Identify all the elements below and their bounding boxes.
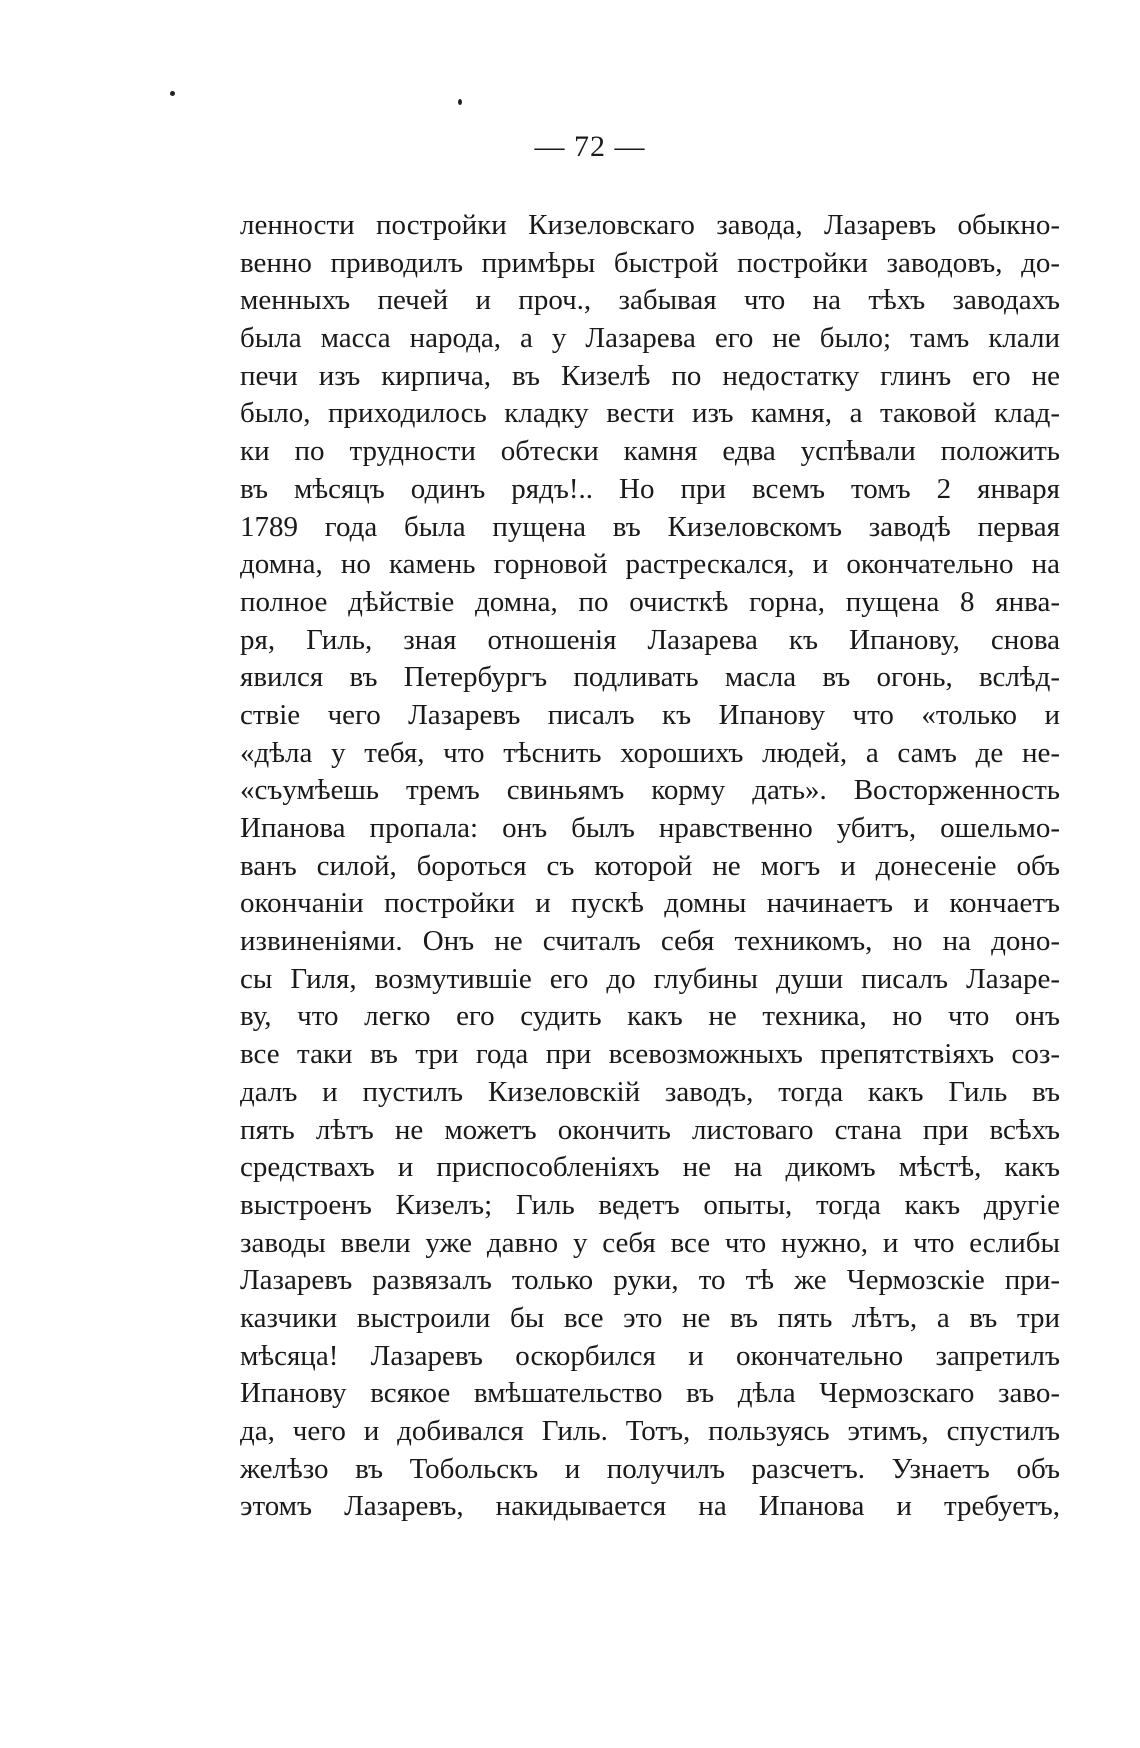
text-line: средствахъ и приспособленіяхъ не на дикомъ мѣстѣ, какъ (240, 1151, 1060, 1184)
text-line: да, чего и добивался Гиль. Тотъ, пользуясь этимъ, спустилъ (240, 1415, 1060, 1447)
text-line: венно приводилъ примѣры быстрой постройки заводовъ, до- (240, 246, 1060, 279)
body-text (240, 207, 1060, 1526)
text-line: явился въ Петербургъ подливать масла въ огонь, вслѣд- (240, 661, 1060, 694)
text-line: ву, что легко его судить какъ не техника, но что онъ (240, 1000, 1060, 1033)
text-line: извиненіями. Онъ не считалъ себя техникомъ, но на доно- (240, 925, 1060, 958)
text-line: этомъ Лазаревъ, накидывается на Ипанова и требуетъ, (240, 1490, 1060, 1523)
text-line: далъ и пустилъ Кизеловскій заводъ, тогда какъ Гиль въ (240, 1075, 1060, 1108)
text-line: ствіе чего Лазаревъ писалъ къ Ипанову что «только и (240, 698, 1060, 731)
print-speck (458, 99, 462, 105)
page-number: — 72 — (534, 130, 646, 163)
text-line: выстроенъ Кизелъ; Гиль ведетъ опыты, тогда какъ другіе (240, 1188, 1060, 1221)
text-line: менныхъ печей и проч., забывая что на тѣхъ заводахъ (240, 284, 1060, 317)
text-line: ванъ силой, бороться съ которой не могъ и донесеніе объ (240, 849, 1060, 882)
text-line: ки по трудности обтески камня едва успѣвали положить (240, 435, 1060, 468)
text-line: полное дѣйствіе домна, по очисткѣ горна, пущена 8 янва- (240, 585, 1060, 618)
text-line: сы Гиля, возмутившіе его до глубины души писалъ Лазаре- (240, 962, 1060, 995)
text-line: 1789 года была пущена въ Кизеловскомъ заводѣ первая (240, 510, 1060, 543)
text-line: «дѣла у тебя, что тѣснить хорошихъ людей, а самъ де не- (240, 736, 1060, 769)
text-line: Ипанову всякое вмѣшательство въ дѣла Чермозскаго заво- (240, 1377, 1060, 1410)
text-line: Ипанова пропала: онъ былъ нравственно убитъ, ошельмо- (240, 812, 1060, 844)
text-line: желѣзо въ Тобольскъ и получилъ разсчетъ. Узнаетъ объ (240, 1452, 1060, 1485)
text-line: заводы ввели уже давно у себя все что нужно, и что еслибы (240, 1226, 1060, 1259)
text-line: была масса народа, а у Лазарева его не было; тамъ клали (240, 322, 1060, 355)
text-line: домна, но камень горновой растрескался, и окончательно на (240, 548, 1060, 581)
text-line: окончаніи постройки и пускѣ домны начинаетъ и кончаетъ (240, 887, 1060, 920)
text-line: было, приходилось кладку вести изъ камня, а таковой клад- (240, 397, 1060, 430)
text-line: все таки въ три года при всевозможныхъ препятствіяхъ соз- (240, 1038, 1060, 1071)
text-line: «съумѣешь тремъ свиньямъ корму дать». Восторженность (240, 774, 1060, 807)
text-line: пять лѣтъ не можетъ окончить листоваго стана при всѣхъ (240, 1113, 1060, 1146)
text-line: ря, Гиль, зная отношенія Лазарева къ Ипанову, снова (240, 623, 1060, 656)
text-line: въ мѣсяцъ одинъ рядъ!.. Но при всемъ томъ 2 января (240, 472, 1060, 505)
text-line: ленности постройки Кизеловскаго завода, Лазаревъ обыкно- (240, 209, 1060, 241)
text-line: Лазаревъ развязалъ только руки, то тѣ же Чермозскіе при- (240, 1264, 1060, 1297)
print-speck (170, 91, 175, 96)
text-line: печи изъ кирпича, въ Кизелѣ по недостатку глинъ его не (240, 359, 1060, 392)
text-line: мѣсяца! Лазаревъ оскорбился и окончательно запретилъ (240, 1339, 1060, 1372)
text-line: казчики выстроили бы все это не въ пять лѣтъ, а въ три (240, 1301, 1060, 1334)
